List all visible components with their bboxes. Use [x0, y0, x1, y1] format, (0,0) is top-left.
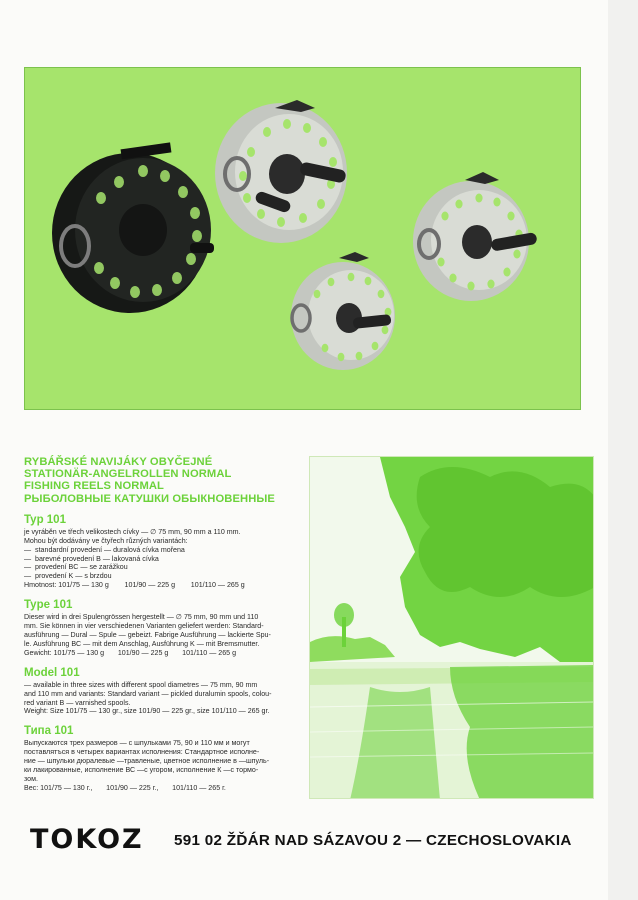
- tokoz-logo: TOKOZ: [30, 824, 144, 855]
- heading-german: STATIONÄR-ANGELROLLEN NORMAL: [24, 468, 232, 481]
- section-body-czech: je vyráběn ve třech velikostech cívky — ∅ 75 mm, 90 mm a 110 mm. Mohou být dodávány ve čtyřech různých variantách: — standardní provedení — duralová cívka mořena — barevné provedení B — lakovaná cívka — provedení BC — se zarážkou — provedení K — s brzdou Hmotnost: 101/75 — 130 g 101/90 — 225 g 101/110 — 265 g: [24, 527, 245, 590]
- section-title-english: Model 101: [24, 666, 80, 679]
- section-title-russian: Типа 101: [24, 725, 74, 738]
- description-block: [24, 456, 308, 793]
- fishing-reels-illustration: [25, 68, 582, 411]
- product-photo-panel: [24, 67, 581, 410]
- landscape-illustration: [310, 457, 594, 799]
- page-edge: [608, 0, 638, 900]
- heading-russian: РЫБОЛОВНЫЕ КАТУШКИ ОБЫКНОВЕННЫЕ: [24, 492, 275, 505]
- section-body-russian: Выпускаются трех размеров — с шпульками 75, 90 и 110 мм и могут поставлятъся в четырех вариантах исполнения: Стандартное исполне- ние — шпульки дюралевые —травленые, цветное исполнение в —шпуль- ки лакированные, исполнение ВС —с угором, исполнение К —с тормо- зом. Вес: 101/75 — 130 г., 101/90 — 225 г., 101/110 — 265 г.: [24, 739, 270, 792]
- section-title-german: Type 101: [24, 599, 73, 612]
- heading-english: FISHING REELS NORMAL: [24, 480, 164, 493]
- black-reel: [52, 142, 214, 313]
- heading-czech: RYBÁŘSKÉ NAVIJÁKY OBYČEJNÉ: [24, 456, 213, 468]
- section-body-german: Dieser wird in drei Spulengrössen hergestellt — ∅ 75 mm, 90 mm und 110 mm. Sie können in vier verschiedenen Varianten geliefert werden: Standard- ausführung — Dural — Spule — gebeizt. Fabrige Ausführung — lackierte Spu- le. Ausführung BC — mit dem Anschlag, Ausführung K — mit Bremsmutter. Gewicht: 101/75 — 130 g 101/90 — 225 g 101/110 — 265 g: [24, 613, 271, 657]
- product-headings: [24, 456, 308, 505]
- silver-reel-right: [413, 172, 538, 301]
- company-address: 591 02 ŽĎÁR NAD SÁZAVOU 2 — CZECHOSLOVAKIA: [174, 832, 572, 849]
- silver-reel-small: [291, 252, 395, 370]
- section-title-czech: Typ 101: [24, 513, 66, 526]
- silver-reel-large: [215, 100, 347, 243]
- river-landscape-photo: [309, 456, 594, 799]
- section-body-english: — available in three sizes with different spool diametres — 75 mm, 90 mm and 110 mm and variants: Standard variant — pickled duralumin spools, colou- red variant B — varnished spools. Weight: Size 101/75 — 130 gr., size 101/90 — 225 gr., size 101/110 — 265 gr.: [24, 680, 272, 716]
